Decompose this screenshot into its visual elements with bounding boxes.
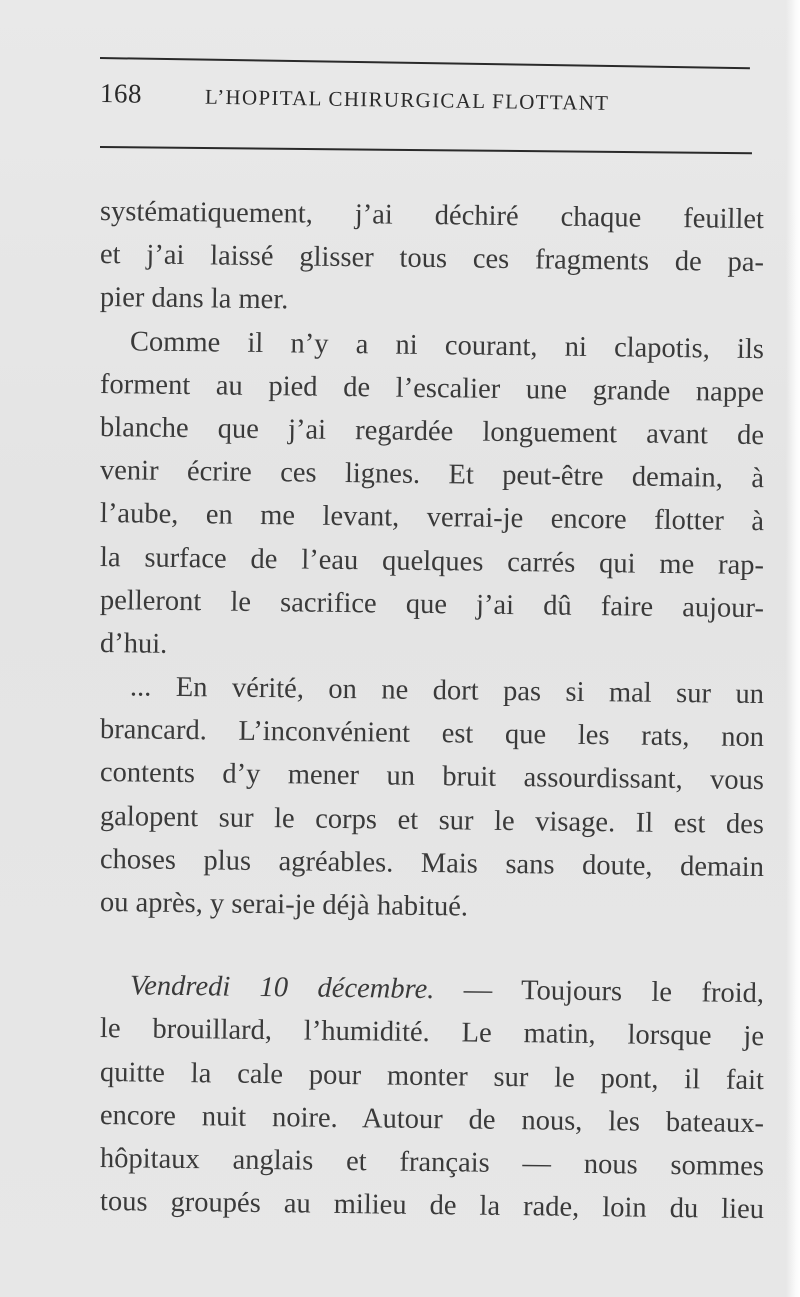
header-rule-top	[100, 57, 750, 69]
text-line: contents d’y mener un bruit assourdissant, vous	[99, 757, 765, 797]
running-title: L’HOPITAL CHIRURGICAL FLOTTANT	[204, 84, 610, 115]
paragraph-2	[100, 320, 764, 666]
text-line: pier dans la mer.	[99, 282, 289, 316]
text-fragment: — Toujours le froid,	[434, 974, 765, 1010]
text-line: Comme il n’y a ni courant, ni clapotis, ils	[129, 325, 765, 365]
paragraph-1	[100, 190, 764, 320]
text-line: d’hui.	[99, 627, 168, 660]
text-line: systématiquement, j’ai déchiré chaque feuillet	[99, 196, 765, 236]
text-line: blanche que j’ai regardée longuement avant de	[99, 411, 765, 452]
text-line: forment au pied de l’escalier une grande nappe	[99, 368, 765, 408]
text-line: quitte la cale pour monter sur le pont, il fait	[99, 1056, 765, 1096]
text-line: tous groupés au milieu de la rade, loin du lieu	[99, 1186, 765, 1226]
text-line: galopent sur le corps et sur le visage. Il est des	[99, 800, 765, 840]
text-line: l’aube, en me levant, verrai-je encore flotter à	[99, 498, 765, 538]
page-number: 168	[99, 78, 143, 109]
text-line: ou après, y serai-je déjà habitué.	[99, 887, 469, 923]
paragraph-3	[100, 665, 764, 924]
paragraph-4	[99, 964, 765, 1226]
text-line: le brouillard, l’humidité. Le matin, lorsque je	[99, 1013, 765, 1053]
page-edge	[786, 0, 800, 1297]
header-rule-bottom	[100, 146, 752, 154]
text-line: pelleront le sacrifice que j’ai dû faire aujour-	[99, 584, 765, 624]
text-line: choses plus agréables. Mais sans doute, demain	[99, 843, 765, 883]
page-header	[100, 78, 721, 128]
text-line: la surface de l’eau quelques carrés qui me rap-	[99, 541, 765, 581]
date-label: Vendredi 10 décembre.	[129, 970, 435, 1006]
body-text	[99, 190, 765, 1226]
text-line: venir écrire ces lignes. Et peut-être demain, à	[99, 455, 765, 495]
text-line: ... En vérité, on ne dort pas si mal sur un	[129, 671, 765, 711]
text-line: brancard. L’inconvénient est que les rats, non	[99, 714, 765, 754]
text-line: et j’ai laissé glisser tous ces fragments de pa-	[99, 239, 765, 279]
text-line: encore nuit noire. Autour de nous, les bateaux-	[99, 1099, 765, 1139]
text-line: hôpitaux anglais et français — nous sommes	[99, 1142, 765, 1183]
